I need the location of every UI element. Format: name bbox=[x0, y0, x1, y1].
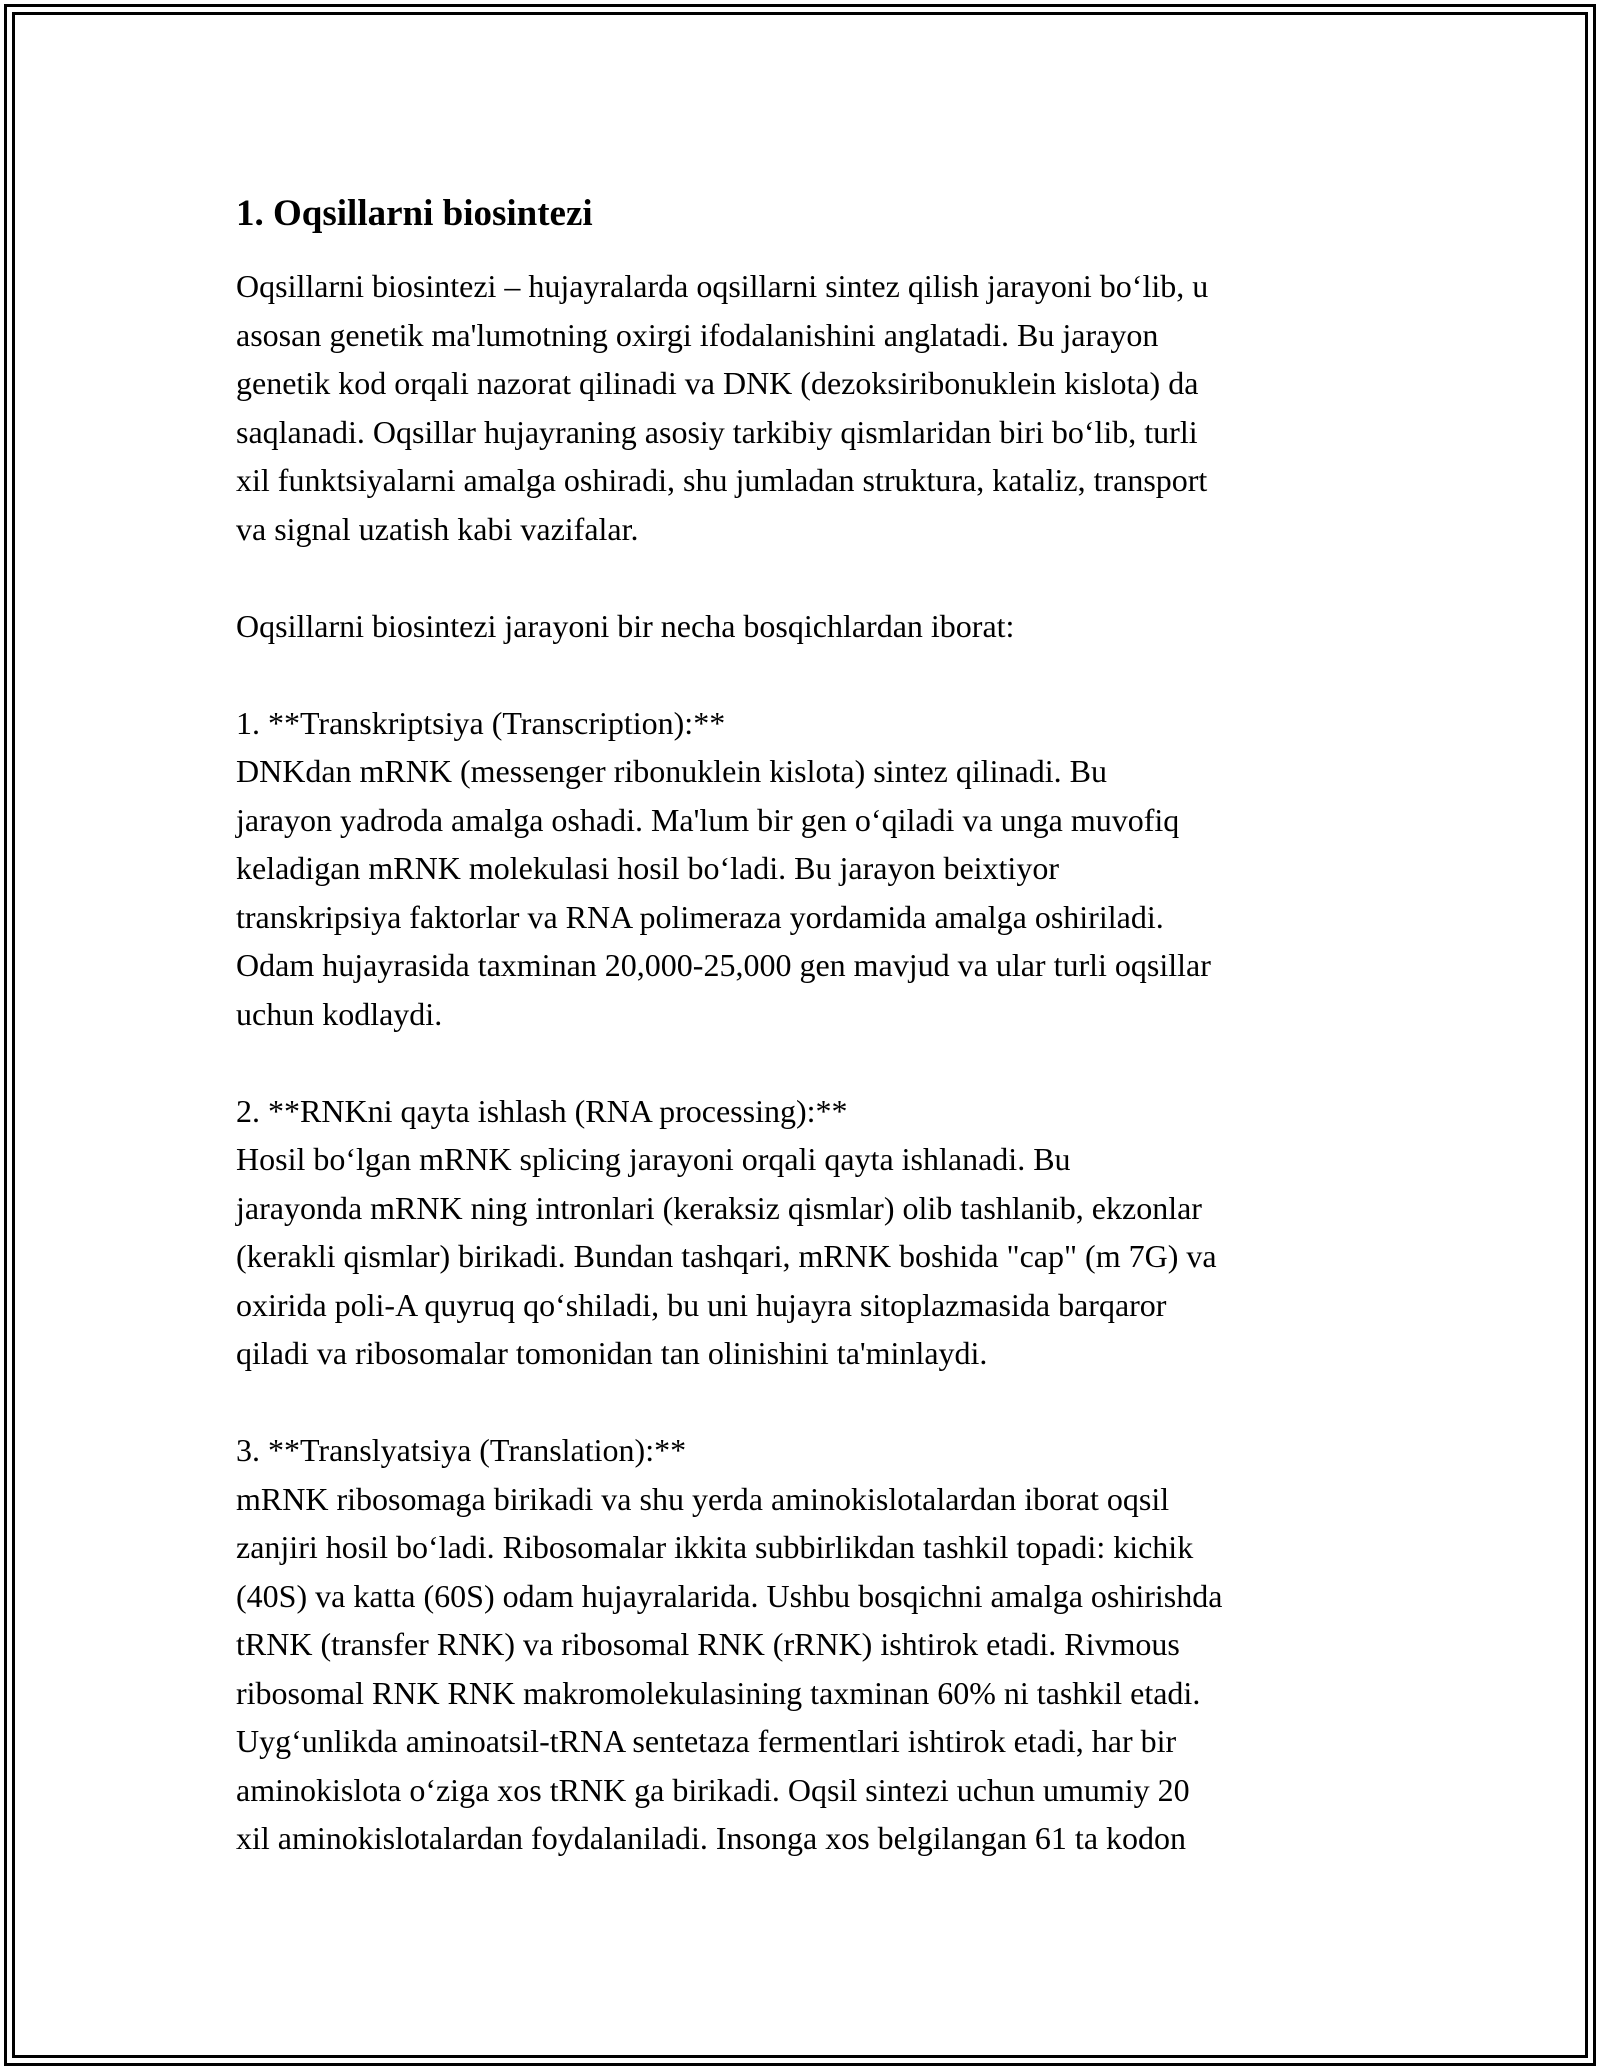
stage-2-body: Hosil bo‘lgan mRNK splicing jarayoni orqali qayta ishlanadi. Bu jarayonda mRNK ning intronlari (keraksiz qismlar) olib tashlanib, ekzonlar (kerakli qismlar) birikadi. Bundan tashqari, mRNK boshida "cap" (m 7G) va oxirida poli-A quyruq qo‘shiladi, bu uni hujayra sitoplazmasida barqaror qiladi va ribosomalar tomonidan tan olinishini ta'minlaydi. bbox=[236, 1141, 1217, 1371]
intro-paragraph: Oqsillarni biosintezi – hujayralarda oqsillarni sintez qilish jarayoni bo‘lib, u asosan genetik ma'lumotning oxirgi ifodalanishini anglatadi. Bu jarayon genetik kod orqali nazorat qilinadi va DNK (dezoksiribonuklein kislota) da saqlanadi. Oqsillar hujayraning asosiy tarkibiy qismlaridan biri bo‘lib, turli xil funktsiyalarni amalga oshiradi, shu jumladan struktura, kataliz, transport va signal uzatish kabi vazifalar. bbox=[236, 268, 1209, 547]
stage-1-body: DNKdan mRNK (messenger ribonuklein kislota) sintez qilinadi. Bu jarayon yadroda amalga oshadi. Ma'lum bir gen o‘qiladi va unga muvofiq keladigan mRNK molekulasi hosil bo‘ladi. Bu jarayon beixtiyor transkripsiya faktorlar va RNA polimeraza yordamida amalga oshiriladi. Odam hujayrasida taxminan 20,000-25,000 gen mavjud va ular turli oqsillar uchun kodlaydi. bbox=[236, 753, 1211, 1032]
stage-1-title: 1. **Transkriptsiya (Transcription):** bbox=[236, 704, 726, 741]
paragraph-gap bbox=[236, 650, 1376, 699]
stage-2-title: 2. **RNKni qayta ishlash (RNA processing):** bbox=[236, 1092, 848, 1129]
document-body bbox=[236, 188, 1376, 1863]
paragraph-gap bbox=[236, 553, 1376, 602]
paragraph-gap bbox=[236, 1378, 1376, 1427]
section-heading: 1. Oqsillarni biosintezi bbox=[236, 193, 593, 234]
stage-3-body: mRNK ribosomaga birikadi va shu yerda aminokislotalardan iborat oqsil zanjiri hosil bo‘ladi. Ribosomalar ikkita subbirlikdan tashkil topadi: kichik (40S) va katta (60S) odam hujayralarida. Ushbu bosqichni amalga oshirishda tRNK (transfer RNK) va ribosomal RNK (rRNK) ishtirok etadi. Rivmous ribosomal RNK RNK makromolekulasining taxminan 60% ni tashkil etadi. Uyg‘unlikda aminoatsil-tRNA sentetaza fermentlari ishtirok etadi, har bir aminokislota o‘ziga xos tRNK ga birikadi. Oqsil sintezi uchun umumiy 20 xil aminokislotalardan foydalaniladi. Insonga xos belgilangan 61 ta kodon bbox=[236, 1480, 1223, 1856]
stages-intro: Oqsillarni biosintezi jarayoni bir necha bosqichlardan iborat: bbox=[236, 607, 1015, 644]
paragraph-gap bbox=[236, 1038, 1376, 1087]
stage-3-title: 3. **Translyatsiya (Translation):** bbox=[236, 1432, 687, 1468]
